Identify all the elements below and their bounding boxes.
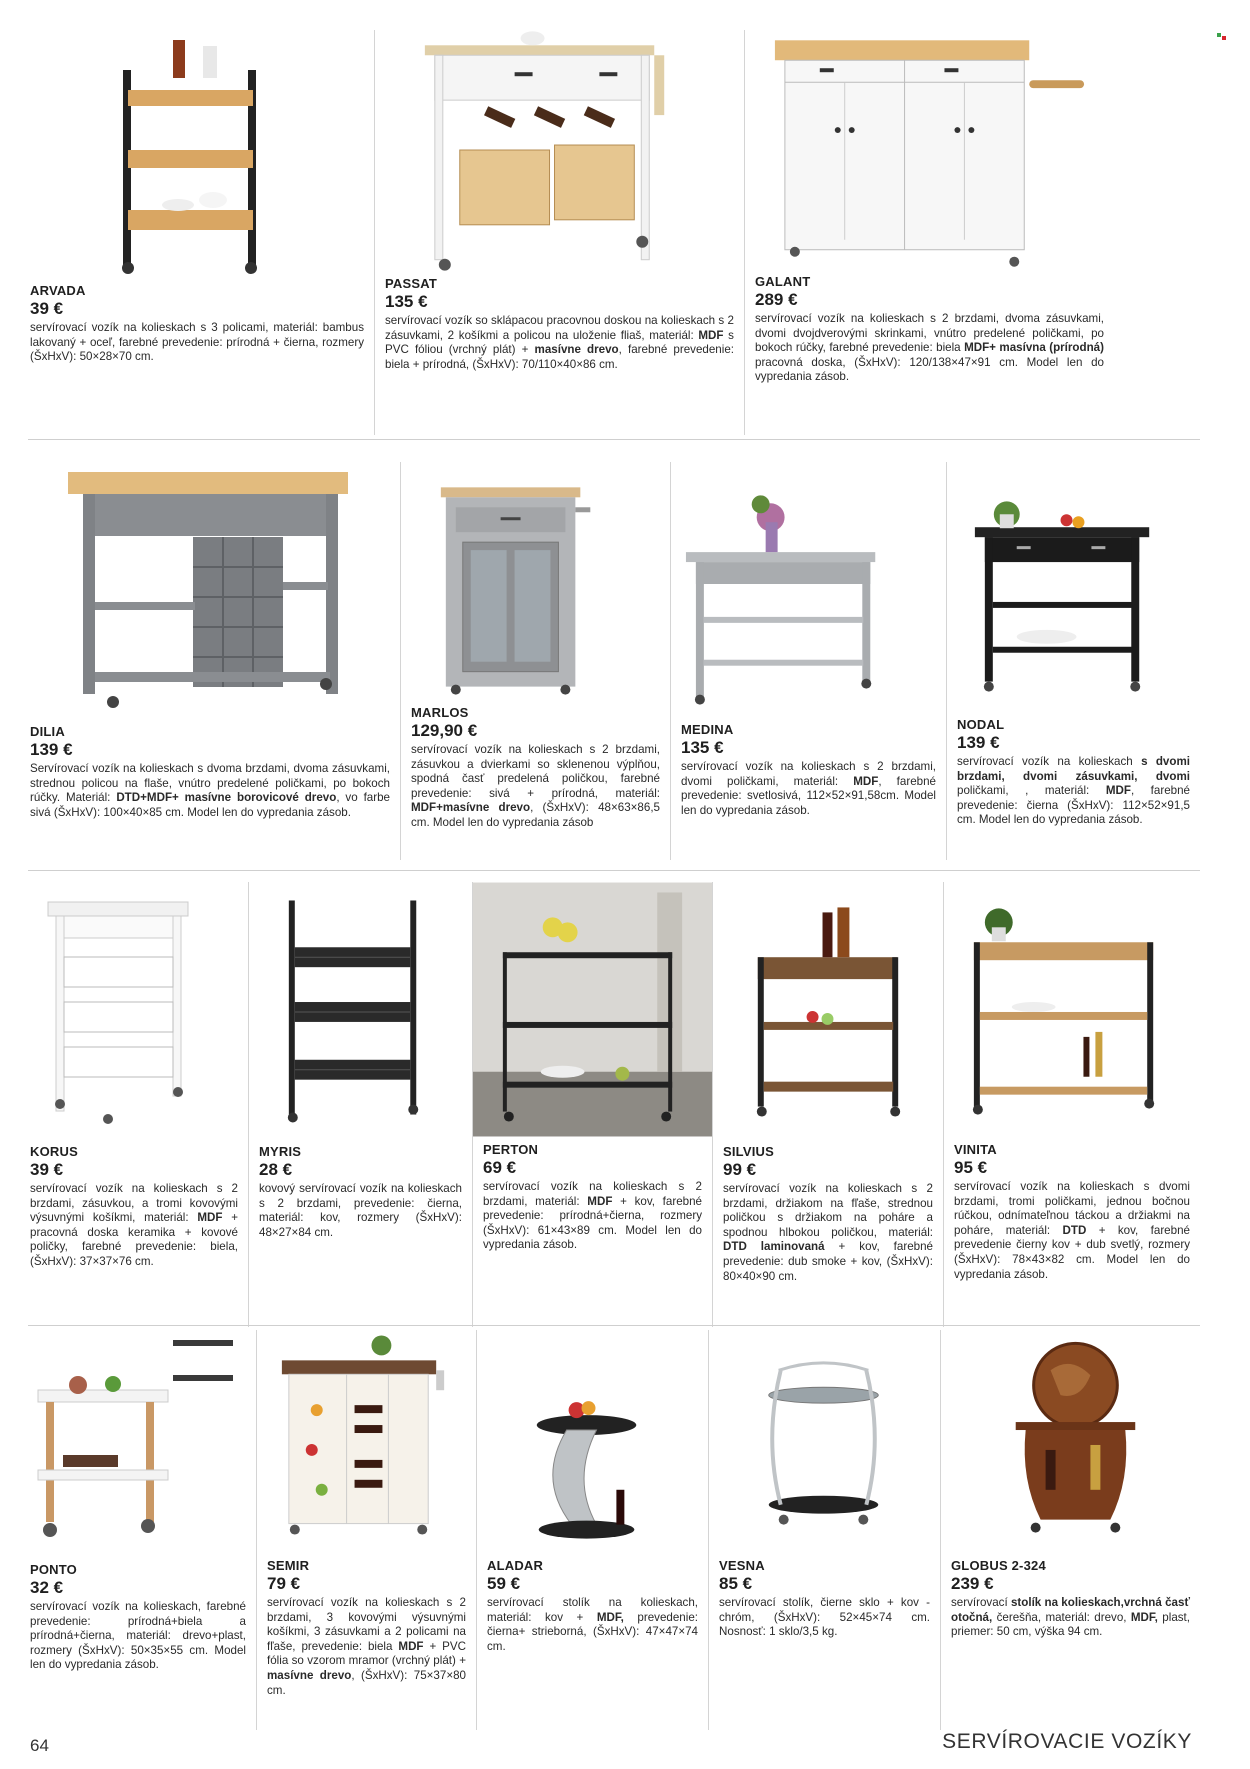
description-run: servírovací vozík na kolieskach s 2 brzdami, dvomi poličkami, materiál: bbox=[681, 760, 936, 788]
description-bold-run: masívne drevo bbox=[534, 343, 619, 357]
divider bbox=[28, 1325, 1200, 1326]
description-run: servírovací vozík na kolieskach, farebné prevedenie: prírodná+biela a prírodná+čierna, materiál: drevo+plast, rozmery (ŠxHxV): 50×35×55 cm. Model len do vypredania zásob. bbox=[30, 1600, 246, 1672]
product-row-1 bbox=[28, 30, 1200, 435]
divider bbox=[28, 870, 1200, 871]
description-run: prevedenie: čierna+ strieborná, (ŠxHxV): 47×47×74 cm. bbox=[487, 1610, 698, 1653]
product-description bbox=[719, 1596, 930, 1640]
description-bold-run: MDF bbox=[698, 328, 724, 342]
divider bbox=[28, 439, 1200, 440]
product-card-marlos[interactable] bbox=[400, 462, 670, 860]
product-card-passat[interactable] bbox=[374, 30, 744, 435]
description-bold-run: DTD+MDF+ masívne borovicové drevo bbox=[116, 791, 337, 805]
product-name: PASSAT bbox=[385, 276, 438, 291]
description-run: pracovná doska, (ŠxHxV): 120/138×47×91 cm. Model len do vypredania zásob. bbox=[755, 355, 1104, 384]
description-run: servírovací vozík na kolieskach s 2 brzdami, dvoma zásuvkami, dvomi dvojdverovými skrinkami, vnútro predelené poličkami, po bokoch rúčky, farebné prevedenie: biela bbox=[755, 312, 1104, 355]
description-run: kovový servírovací vozík na kolieskach s 2 brzdami, prevedenie: čierna, materiál: kov, rozmery (ŠxHxV): 48×27×84 cm. bbox=[259, 1182, 462, 1239]
product-name: VINITA bbox=[954, 1142, 997, 1157]
product-description bbox=[411, 743, 660, 831]
nodal-image bbox=[947, 462, 1200, 707]
product-description bbox=[30, 1600, 246, 1673]
description-bold-run: DTD laminovaná bbox=[723, 1240, 825, 1254]
silvius-image bbox=[713, 882, 943, 1132]
description-run: , farebné prevedenie: svetlosivá, 112×52×91,58cm. Model len do vypredania zásob. bbox=[681, 774, 937, 817]
product-price: 39 € bbox=[30, 299, 64, 318]
product-card-dilia[interactable] bbox=[28, 462, 400, 860]
description-bold-run: DTD bbox=[1062, 1223, 1087, 1237]
product-name: PERTON bbox=[483, 1142, 539, 1157]
description-run: servírovací vozík na kolieskach s 2 brzdami, držiakom na fľaše, strednou poličkou s držiakom na poháre a spodnou hlbokou poličkou, materiál: bbox=[723, 1182, 933, 1239]
section-title: SERVÍROVACIE VOZÍKY bbox=[942, 1730, 1192, 1753]
product-name: MARLOS bbox=[411, 705, 469, 720]
description-run: + pracovná doska keramika + kovové poličky, farebné prevedenie: biela, (ŠxHxV): 37×37×76 cm. bbox=[30, 1211, 238, 1268]
product-price: 59 € bbox=[487, 1574, 521, 1593]
description-bold-run: MDF, bbox=[1130, 1610, 1158, 1624]
product-description bbox=[487, 1596, 698, 1654]
arvada-image bbox=[28, 30, 374, 275]
description-bold-run: MDF bbox=[398, 1639, 424, 1653]
product-name: SILVIUS bbox=[723, 1144, 775, 1159]
galant-image bbox=[745, 30, 1114, 275]
product-description bbox=[681, 760, 936, 818]
product-price: 239 € bbox=[951, 1574, 994, 1593]
product-price: 95 € bbox=[954, 1158, 988, 1177]
product-price: 129,90 € bbox=[411, 721, 478, 740]
description-bold-run: MDF bbox=[853, 774, 879, 788]
product-name: VESNA bbox=[719, 1558, 765, 1573]
description-run: Servírovací vozík na kolieskach s dvoma brzdami, dvoma zásuvkami, strednou policou na flaše, vnútro predelené poličkami, po bokoch rúčky. Materiál: bbox=[30, 762, 390, 805]
product-description bbox=[30, 762, 390, 820]
product-name: ALADAR bbox=[487, 1558, 544, 1573]
product-card-korus[interactable] bbox=[28, 882, 248, 1327]
ponto-image bbox=[28, 1330, 256, 1545]
product-description bbox=[957, 755, 1190, 828]
description-run: servírovací vozík na kolieskach s 2 brzdami, zásuvkou a dvierkami so sklenenou výplňou, spodná časť predelená poličkou, farebné prevedenie: sivá + prírodná, materiál: bbox=[411, 743, 660, 800]
description-run: servírovací vozík na kolieskach s 2 brzdami, materiál: bbox=[483, 1180, 702, 1208]
product-name: MYRIS bbox=[259, 1144, 302, 1159]
description-bold-run: stolík na kolieskach,vrchná časť otočná, bbox=[951, 1596, 1191, 1624]
vinita-image bbox=[944, 882, 1200, 1132]
product-description bbox=[385, 314, 734, 372]
product-card-silvius[interactable] bbox=[712, 882, 943, 1327]
product-price: 28 € bbox=[259, 1160, 293, 1179]
description-run: , farebné prevedenie: čierna (ŠxHxV): 112×52×91,5 cm. Model len do vypredania zásob. bbox=[957, 784, 1191, 827]
product-description bbox=[951, 1596, 1190, 1640]
product-card-vinita[interactable] bbox=[943, 882, 1200, 1327]
description-run: s PVC fóliou (vrchný plát) + bbox=[385, 328, 734, 357]
description-bold-run: MDF, bbox=[596, 1610, 624, 1624]
description-run: servírovací stolík na kolieskach, materiál: kov + bbox=[487, 1596, 698, 1624]
product-card-nodal[interactable] bbox=[946, 462, 1200, 860]
description-run: + kov, farebné prevedenie: dub smoke + kov, (ŠxHxV): 80×40×90 cm. bbox=[723, 1240, 933, 1283]
description-bold-run: MDF+ masívna (prírodná) bbox=[964, 341, 1104, 355]
product-description bbox=[954, 1180, 1190, 1282]
product-price: 135 € bbox=[681, 738, 724, 757]
product-card-galant[interactable] bbox=[744, 30, 1114, 435]
product-card-globus[interactable] bbox=[940, 1330, 1200, 1730]
product-name: DILIA bbox=[30, 724, 65, 739]
product-price: 139 € bbox=[957, 733, 1000, 752]
product-card-arvada[interactable] bbox=[28, 30, 374, 435]
product-price: 79 € bbox=[267, 1574, 301, 1593]
dilia-image bbox=[28, 462, 400, 717]
description-bold-run: MDF bbox=[1105, 784, 1131, 798]
aladar-image bbox=[477, 1330, 708, 1545]
description-run: servírovací bbox=[951, 1596, 1011, 1609]
description-bold-run: masívne drevo bbox=[267, 1668, 352, 1682]
description-run: + PVC fólia so vzorom mramor (vrchný plát) + bbox=[267, 1639, 467, 1668]
description-run: servírovací vozík na kolieskach bbox=[957, 755, 1142, 768]
product-description bbox=[259, 1182, 462, 1240]
product-name: GLOBUS 2-324 bbox=[951, 1558, 1046, 1573]
brand-logo-icon bbox=[1217, 33, 1227, 41]
product-card-ponto[interactable] bbox=[28, 1330, 256, 1730]
product-price: 69 € bbox=[483, 1158, 517, 1177]
product-description bbox=[755, 312, 1104, 385]
product-card-aladar[interactable] bbox=[476, 1330, 708, 1730]
description-bold-run: s dvomi brzdami, dvomi zásuvkami, dvomi bbox=[957, 755, 1190, 783]
description-run: plast, priemer: 50 cm, výška 94 cm. bbox=[951, 1610, 1191, 1639]
description-run: , (ŠxHxV): 75×37×80 cm. bbox=[267, 1668, 466, 1697]
product-description bbox=[267, 1596, 466, 1698]
product-row-4 bbox=[28, 1330, 1200, 1730]
description-run: čerešňa, materiál: drevo, bbox=[992, 1610, 1131, 1624]
description-run: servírovací vozík so sklápacou pracovnou doskou na kolieskach s 2 zásuvkami, 2 košíkmi a policou na uloženie fliaš, materiál: bbox=[385, 314, 734, 342]
product-card-semir[interactable] bbox=[256, 1330, 476, 1730]
product-name: ARVADA bbox=[30, 283, 86, 298]
product-name: SEMIR bbox=[267, 1558, 310, 1573]
description-run: poličkami, , materiál: bbox=[957, 784, 1106, 798]
product-description bbox=[30, 1182, 238, 1270]
medina-image bbox=[671, 462, 946, 707]
product-name: PONTO bbox=[30, 1562, 77, 1577]
description-bold-run: MDF+masívne drevo bbox=[411, 801, 531, 815]
product-price: 39 € bbox=[30, 1160, 64, 1179]
product-description bbox=[483, 1180, 702, 1253]
description-bold-run: MDF bbox=[197, 1211, 223, 1225]
product-name: KORUS bbox=[30, 1144, 78, 1159]
korus-image bbox=[28, 882, 248, 1132]
myris-image bbox=[249, 882, 472, 1132]
product-card-myris[interactable] bbox=[248, 882, 472, 1327]
description-run: , vo farbe sivá (ŠxHxV): 100×40×85 cm. Model len do vypredania zásob. bbox=[30, 791, 390, 819]
description-bold-run: MDF bbox=[587, 1194, 613, 1208]
product-price: 139 € bbox=[30, 740, 73, 759]
description-run: + kov, farebné prevedenie: prírodná+čierna, rozmery (ŠxHxV): 61×43×89 cm. Model len do vypredania zásob. bbox=[483, 1194, 702, 1252]
description-run: , (ŠxHxV): 48×63×86,5 cm. Model len do vypredania zásob bbox=[411, 801, 660, 829]
passat-image bbox=[375, 30, 744, 275]
page-number: 64 bbox=[30, 1736, 49, 1755]
description-run: servírovací stolík, čierne sklo + kov - chróm, (ŠxHxV): 52×45×74 cm. Nosnosť: 1 sklo/3,5 kg. bbox=[719, 1596, 930, 1639]
product-price: 32 € bbox=[30, 1578, 64, 1597]
vesna-image bbox=[709, 1330, 940, 1545]
semir-image bbox=[257, 1330, 476, 1545]
perton-image bbox=[473, 882, 712, 1137]
product-name: MEDINA bbox=[681, 722, 734, 737]
product-card-medina[interactable] bbox=[670, 462, 946, 860]
description-run: servírovací vozík na kolieskach s dvomi brzdami, tromi poličkami, jednou bočnou rúčkou, odnímateľnou táckou a držiakmi na poháre, materiál: bbox=[954, 1180, 1190, 1237]
description-run: , farebné prevedenie: biela + prírodná, (ŠxHxV): 70/110×40×86 cm. bbox=[385, 343, 735, 371]
product-price: 289 € bbox=[755, 290, 798, 309]
description-run: servírovací vozík na kolieskach s 2 brzdami, zásuvkou, a tromi kovovými výsuvnými košíkmi, materiál: bbox=[30, 1182, 238, 1225]
product-row-3 bbox=[28, 882, 1200, 1327]
product-description bbox=[723, 1182, 933, 1284]
description-run: servírovací vozík na kolieskach s 3 policami, materiál: bambus lakovaný + oceľ, farebné prevedenie: prírodná + čierna, rozmery (ŠxHxV): 50×28×70 cm. bbox=[30, 321, 364, 364]
product-card-perton[interactable] bbox=[472, 882, 712, 1327]
marlos-image bbox=[401, 462, 670, 702]
product-description bbox=[30, 321, 364, 365]
description-run: + kov, farebné prevedenie čierny kov + dub svetlý, rozmery (ŠxHxV): 78×43×82 cm. Model len do vypredania zásob. bbox=[954, 1223, 1190, 1281]
product-row-2 bbox=[28, 462, 1200, 860]
product-price: 99 € bbox=[723, 1160, 757, 1179]
product-price: 85 € bbox=[719, 1574, 753, 1593]
product-name: GALANT bbox=[755, 274, 811, 289]
product-card-vesna[interactable] bbox=[708, 1330, 940, 1730]
product-name: NODAL bbox=[957, 717, 1005, 732]
product-price: 135 € bbox=[385, 292, 428, 311]
globus-image bbox=[941, 1330, 1200, 1545]
description-run: servírovací vozík na kolieskach s 2 brzdami, 3 kovovými výsuvnými košíkmi, 3 zásuvkami a 2 policami na fľaše, prevedenie: biela bbox=[267, 1596, 466, 1653]
